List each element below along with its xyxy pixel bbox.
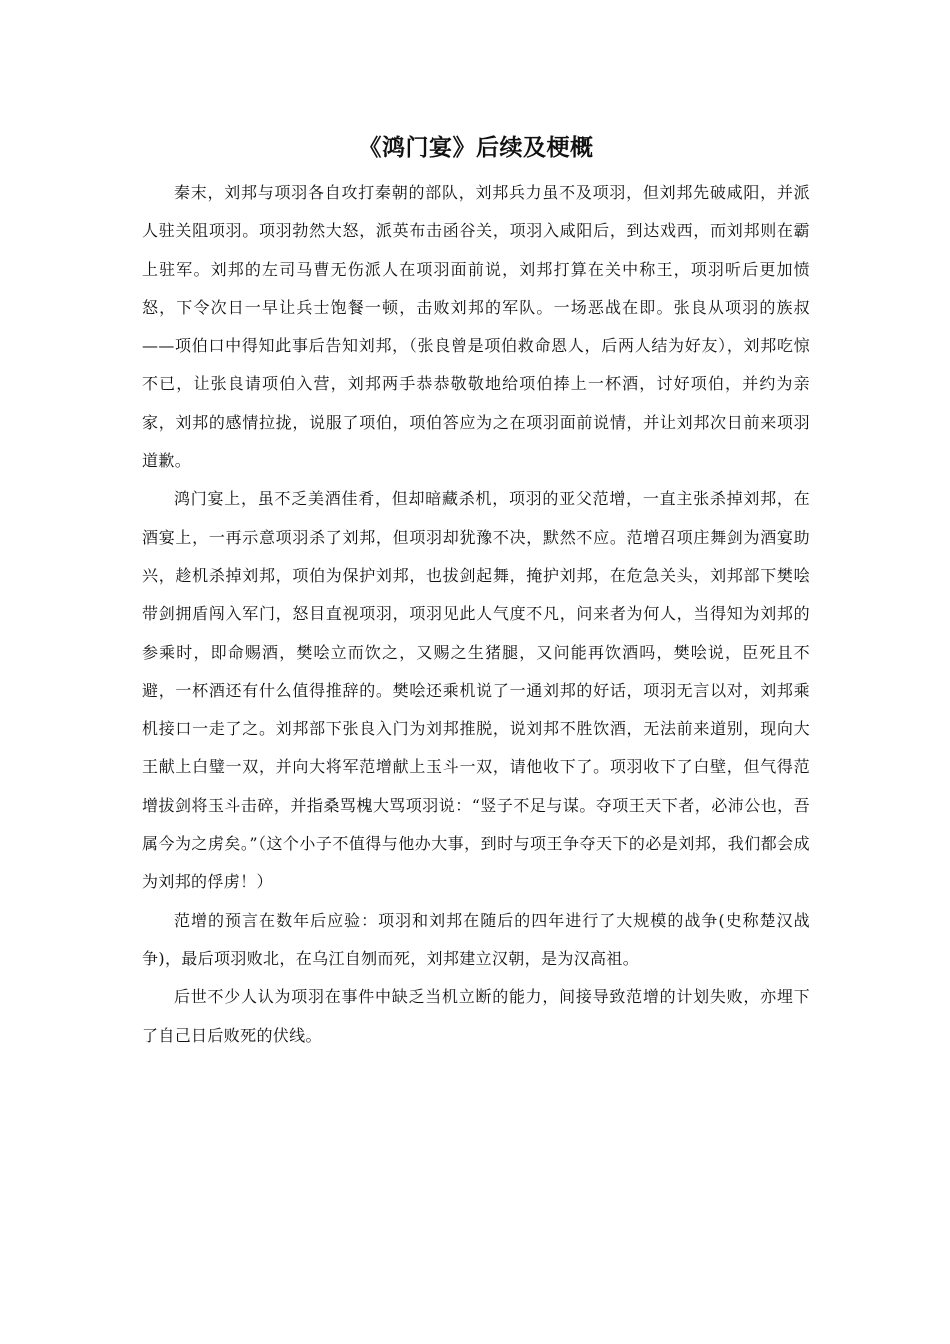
document-title: 《鸿门宴》后续及梗概 bbox=[358, 135, 594, 161]
paragraph-banquet: 鸿门宴上，虽不乏美酒佳肴，但却暗藏杀机，项羽的亚父范增，一直主张杀掉刘邦，在酒宴上，一再示意项羽杀了刘邦，但项羽却犹豫不决，默然不应。范增召项庄舞剑为酒宴助兴，趁机杀掉刘邦，项伯为保护刘邦，也拔剑起舞，掩护刘邦，在危急关头，刘邦部下樊哙带剑拥盾闯入军门，怒目直视项羽，项羽见此人气度不凡，问来者为何人，当得知为刘邦的参乘时，即命赐酒，樊哙立而饮之，又赐之生猪腿，又问能再饮酒吗，樊哙说，臣死且不避，一杯酒还有什么值得推辞的。樊哙还乘机说了一通刘邦的好话，项羽无言以对，刘邦乘机接口一走了之。刘邦部下张良入门为刘邦推脱，说刘邦不胜饮酒，无法前来道别，现向大王献上白璧一双，并向大将军范增献上玉斗一双，请他收下了。项羽收下了白壁，但气得范增拔剑将玉斗击碎，并指桑骂槐大骂项羽说：“竖子不足与谋。夺项王天下者，必沛公也，吾属今为之虏矣。”（这个小子不值得与他办大事，到时与项王争夺天下的必是刘邦，我们都会成为刘邦的俘虏！） bbox=[142, 489, 810, 892]
paragraph-background: 秦末，刘邦与项羽各自攻打秦朝的部队，刘邦兵力虽不及项羽，但刘邦先破咸阳，并派人驻关阻项羽。项羽勃然大怒，派英布击函谷关，项羽入咸阳后，到达戏西，而刘邦则在霸上驻军。刘邦的左司马曹无伤派人在项羽面前说，刘邦打算在关中称王，项羽听后更加愤怒，下令次日一早让兵士饱餐一顿，击败刘邦的军队。一场恶战在即。张良从项羽的族叔——项伯口中得知此事后告知刘邦，（张良曾是项伯救命恩人，后两人结为好友），刘邦吃惊不已，让张良请项伯入营，刘邦两手恭恭敬敬地给项伯捧上一杯酒，讨好项伯，并约为亲家，刘邦的感情拉拢，说服了项伯，项伯答应为之在项羽面前说情，并让刘邦次日前来项羽道歉。 bbox=[142, 183, 810, 471]
paragraph-evaluation: 后世不少人认为项羽在事件中缺乏当机立断的能力，间接导致范增的计划失败，亦埋下了自己日后败死的伏线。 bbox=[142, 987, 810, 1045]
paragraph-prophecy: 范增的预言在数年后应验：项羽和刘邦在随后的四年进行了大规模的战争(史称楚汉战争)，最后项羽败北，在乌江自刎而死，刘邦建立汉朝，是为汉高祖。 bbox=[142, 910, 810, 968]
document-body bbox=[142, 128, 810, 1055]
